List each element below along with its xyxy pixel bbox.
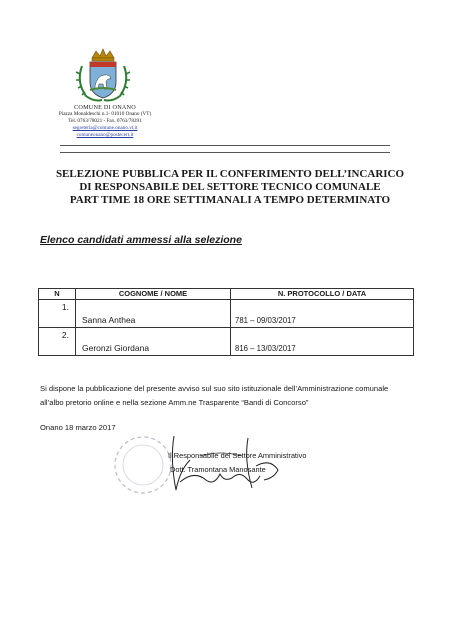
protocol-cell [231, 328, 414, 356]
candidates-table [38, 288, 414, 356]
publication-notice: Si dispone la pubblicazione del presente avviso sul suo sito istituzionale dell’Amministrazione comunale all’albo pretorio online e nella sezione Amm.ne Trasparente “Bandi di Concorso” [40, 384, 389, 407]
candidate-name-cell [76, 328, 231, 356]
candidate-name: Sanna Anthea [82, 315, 136, 325]
row-number: 2. [61, 330, 69, 340]
column-header-protocol: N. PROTOCOLLO / DATA [231, 289, 414, 300]
letterhead-comune-name: COMUNE DI ONANO [74, 104, 136, 111]
letterhead-pec-link[interactable]: comuneonano@postecert.it [76, 132, 134, 138]
row-number: 1. [61, 302, 69, 312]
column-header-name: COGNOME / NOME [76, 289, 231, 300]
signatory-name: Dott. Tramontana Manosante [170, 465, 266, 474]
letterhead-email-link[interactable]: segreteria@comune.onano.vt.it [72, 125, 138, 131]
document-title-line-2: DI RESPONSABILE DEL SETTORE TECNICO COMUNALE [79, 181, 381, 193]
row-number-cell [39, 328, 76, 356]
letterhead-phone: Tel. 0763/78021 - Fax. 0763/78391 [68, 118, 142, 124]
protocol-date: 816 – 13/03/2017 [235, 344, 296, 353]
table-header-row [39, 289, 414, 300]
column-header-number: N [39, 289, 76, 300]
table-row [39, 300, 414, 328]
protocol-date: 781 – 09/03/2017 [235, 316, 296, 325]
protocol-cell [231, 300, 414, 328]
document-title-line-3: PART TIME 18 ORE SETTIMANALI A TEMPO DETERMINATO [69, 194, 391, 206]
municipal-coat-of-arms [74, 48, 132, 104]
document-title-line-1: SELEZIONE PUBBLICA PER IL CONFERIMENTO DELL’INCARICO [55, 168, 405, 180]
candidates-list-heading: Elenco candidati ammessi alla selezione [40, 234, 242, 246]
table-row [39, 328, 414, 356]
candidate-name-cell [76, 300, 231, 328]
place-and-date: Onano 18 marzo 2017 [40, 423, 116, 432]
candidate-name: Geronzi Giordana [82, 343, 150, 353]
header-divider-bottom [60, 152, 390, 153]
handwritten-signature [160, 430, 290, 496]
header-divider-top [60, 145, 390, 146]
row-number-cell [39, 300, 76, 328]
letterhead-address: Piazza Monaldeschi n.1- 01010 Onano (VT) [58, 111, 152, 117]
signatory-role: Il Responsabile del Settore Amministrativo [168, 451, 307, 460]
